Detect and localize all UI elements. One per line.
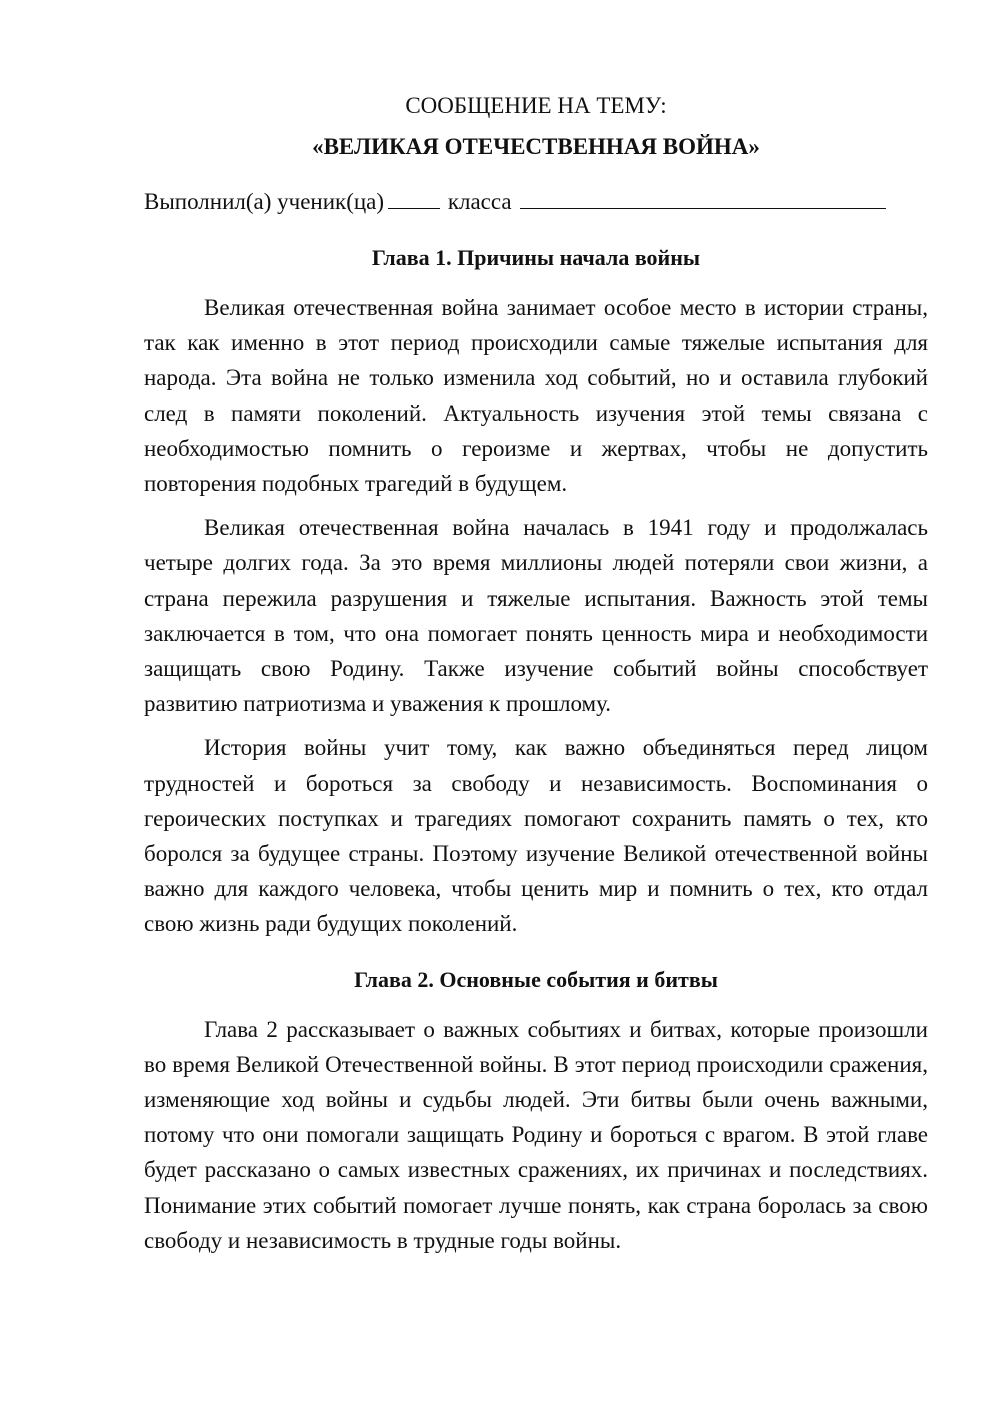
- name-blank-field: [520, 186, 886, 209]
- chapter-2: [144, 962, 928, 1258]
- author-line: [144, 184, 928, 219]
- chapter-2-paragraph-1: Глава 2 рассказывает о важных событиях и битвах, которые произошли во время Великой Отечественной войны. В этот период происходили сражения, изменяющие ход войны и судьбы людей. Эти битвы были очень важными, потому что они помогали защищать Родину и бороться с врагом. В этой главе будет рассказано о самых известных сражениях, их причинах и последствиях. Понимание этих событий помогает лучше понять, как страна боролась за свою свободу и независимость в трудные годы войны.: [144, 1016, 928, 1253]
- grade-blank-field: [388, 186, 440, 209]
- chapter-1: [144, 240, 928, 942]
- chapter-1-paragraph-3: История войны учит тому, как важно объединяться перед лицом трудностей и бороться за свободу и независимость. Воспоминания о героических поступках и трагедиях помогают сохранить память о тех, кто боролся за будущее страны. Поэтому изучение Великой отечественной войны важно для каждого человека, чтобы ценить мир и помнить о тех, кто отдал свою жизнь ради будущих поколений.: [144, 735, 928, 937]
- document-subtitle: «ВЕЛИКАЯ ОТЕЧЕСТВЕННАЯ ВОЙНА»: [312, 134, 760, 159]
- document-page: [144, 88, 928, 1258]
- document-title: СООБЩЕНИЕ НА ТЕМУ:: [405, 93, 667, 118]
- chapter-1-heading: Глава 1. Причины начала войны: [371, 245, 701, 270]
- chapter-1-paragraph-2: Великая отечественная война началась в 1941 году и продолжалась четыре долгих года. За это время миллионы людей потеряли свои жизни, а страна пережила разрушения и тяжелые испытания. Важность этой темы заключается в том, что она помогает понять ценность мира и необходимости защищать свою Родину. Также изучение событий войны способствует развитию патриотизма и уважения к прошлому.: [144, 515, 928, 717]
- author-label: Выполнил(а) ученик(ца): [144, 189, 385, 214]
- chapter-2-heading: Глава 2. Основные события и битвы: [354, 966, 718, 992]
- class-label: класса: [447, 189, 512, 214]
- chapter-1-paragraph-1: Великая отечественная война занимает особое место в истории страны, так как именно в этот период происходили самые тяжелые испытания для народа. Эта война не только изменила ход событий, но и оставила глубокий след в памяти поколений. Актуальность изучения этой темы связана с необходимостью помнить о героизме и жертвах, чтобы не допустить повторения подобных трагедий в будущем.: [144, 295, 928, 497]
